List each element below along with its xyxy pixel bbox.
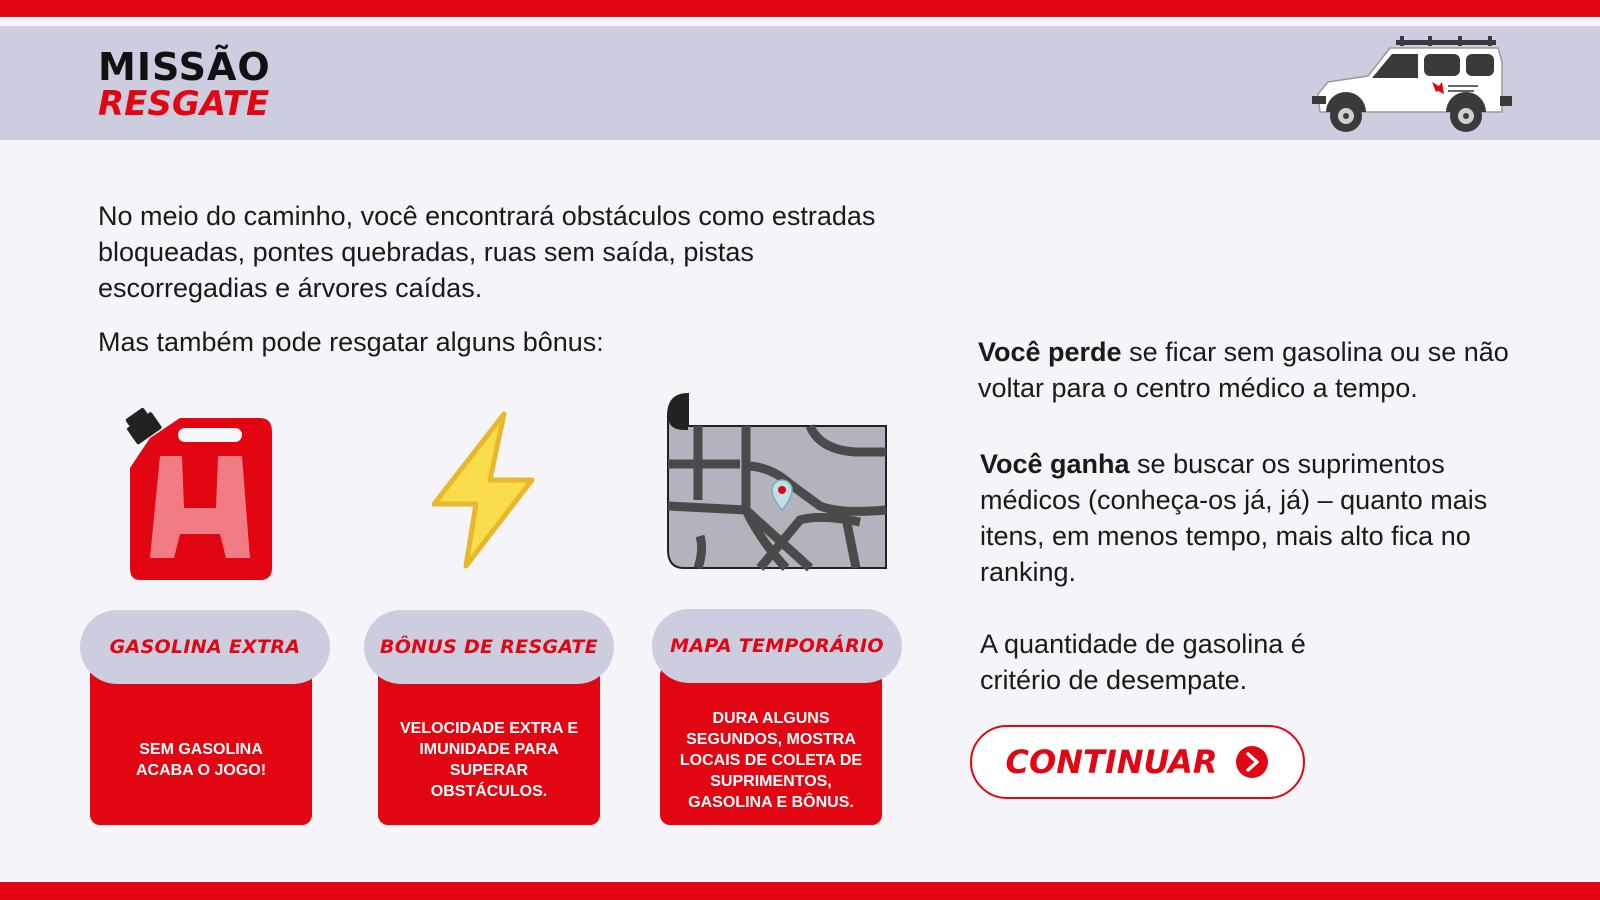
- bonus-card-title: BÔNUS DE RESGATE: [379, 636, 599, 658]
- top-stripe: [0, 0, 1600, 17]
- continue-button[interactable]: [970, 725, 1305, 799]
- tiebreak-text: A quantidade de gasolina é critério de desempate.: [980, 629, 1306, 695]
- chevron-right-circle-icon: [1235, 745, 1269, 779]
- lose-condition-label: Você perde: [978, 337, 1122, 367]
- logo-title: MISSÃO: [98, 45, 271, 89]
- bottom-stripe: [0, 882, 1600, 900]
- bonus-card-resgate-title: [364, 610, 614, 684]
- bonus-card-title: MAPA TEMPORÁRIO: [670, 635, 884, 657]
- lightning-bolt-icon: [426, 410, 536, 570]
- bonus-card-description: DURA ALGUNS SEGUNDOS, MOSTRA LOCAIS DE COLETA DE SUPRIMENTOS, GASOLINA E BÔNUS.: [679, 709, 863, 811]
- bonus-card-description: VELOCIDADE EXTRA E IMUNIDADE PARA SUPERAR OBSTÁCULOS.: [399, 720, 579, 800]
- bonus-card-mapa-title: [652, 609, 902, 683]
- lose-condition-detail: se ficar sem gasolina ou se não voltar para o centro médico a tempo.: [978, 337, 1509, 403]
- game-logo: [98, 45, 271, 124]
- bonus-card-resgate-body: [378, 665, 600, 825]
- lose-condition-text: [978, 334, 1538, 406]
- fuel-can-icon: [120, 408, 275, 583]
- bonus-card-title: GASOLINA EXTRA: [109, 636, 301, 658]
- bonus-card-gasolina-title: [80, 610, 330, 684]
- win-condition-detail: se buscar os suprimentos médicos (conheça-os já, já) – quanto mais itens, em menos tempo, mais alto fica no ranking.: [980, 449, 1488, 587]
- continue-button-label: CONTINUAR: [1005, 743, 1218, 781]
- rescue-jeep-icon: [1308, 32, 1526, 136]
- intro-paragraph: No meio do caminho, você encontrará obstáculos como estradas bloqueadas, pontes quebradas, ruas sem saída, pistas escorregadias e árvores caídas.: [98, 201, 876, 303]
- logo-subtitle: RESGATE: [98, 84, 270, 124]
- win-condition-label: Você ganha: [980, 449, 1130, 479]
- bonus-card-gasolina-body: [90, 665, 312, 825]
- bonus-card-description: SEM GASOLINA ACABA O JOGO!: [135, 741, 267, 779]
- map-icon: [660, 390, 896, 572]
- win-condition-text: [980, 446, 1540, 590]
- bonus-card-mapa-body: [660, 665, 882, 825]
- bonus-lead-text: Mas também pode resgatar alguns bônus:: [98, 327, 604, 357]
- header-bar: [0, 26, 1600, 140]
